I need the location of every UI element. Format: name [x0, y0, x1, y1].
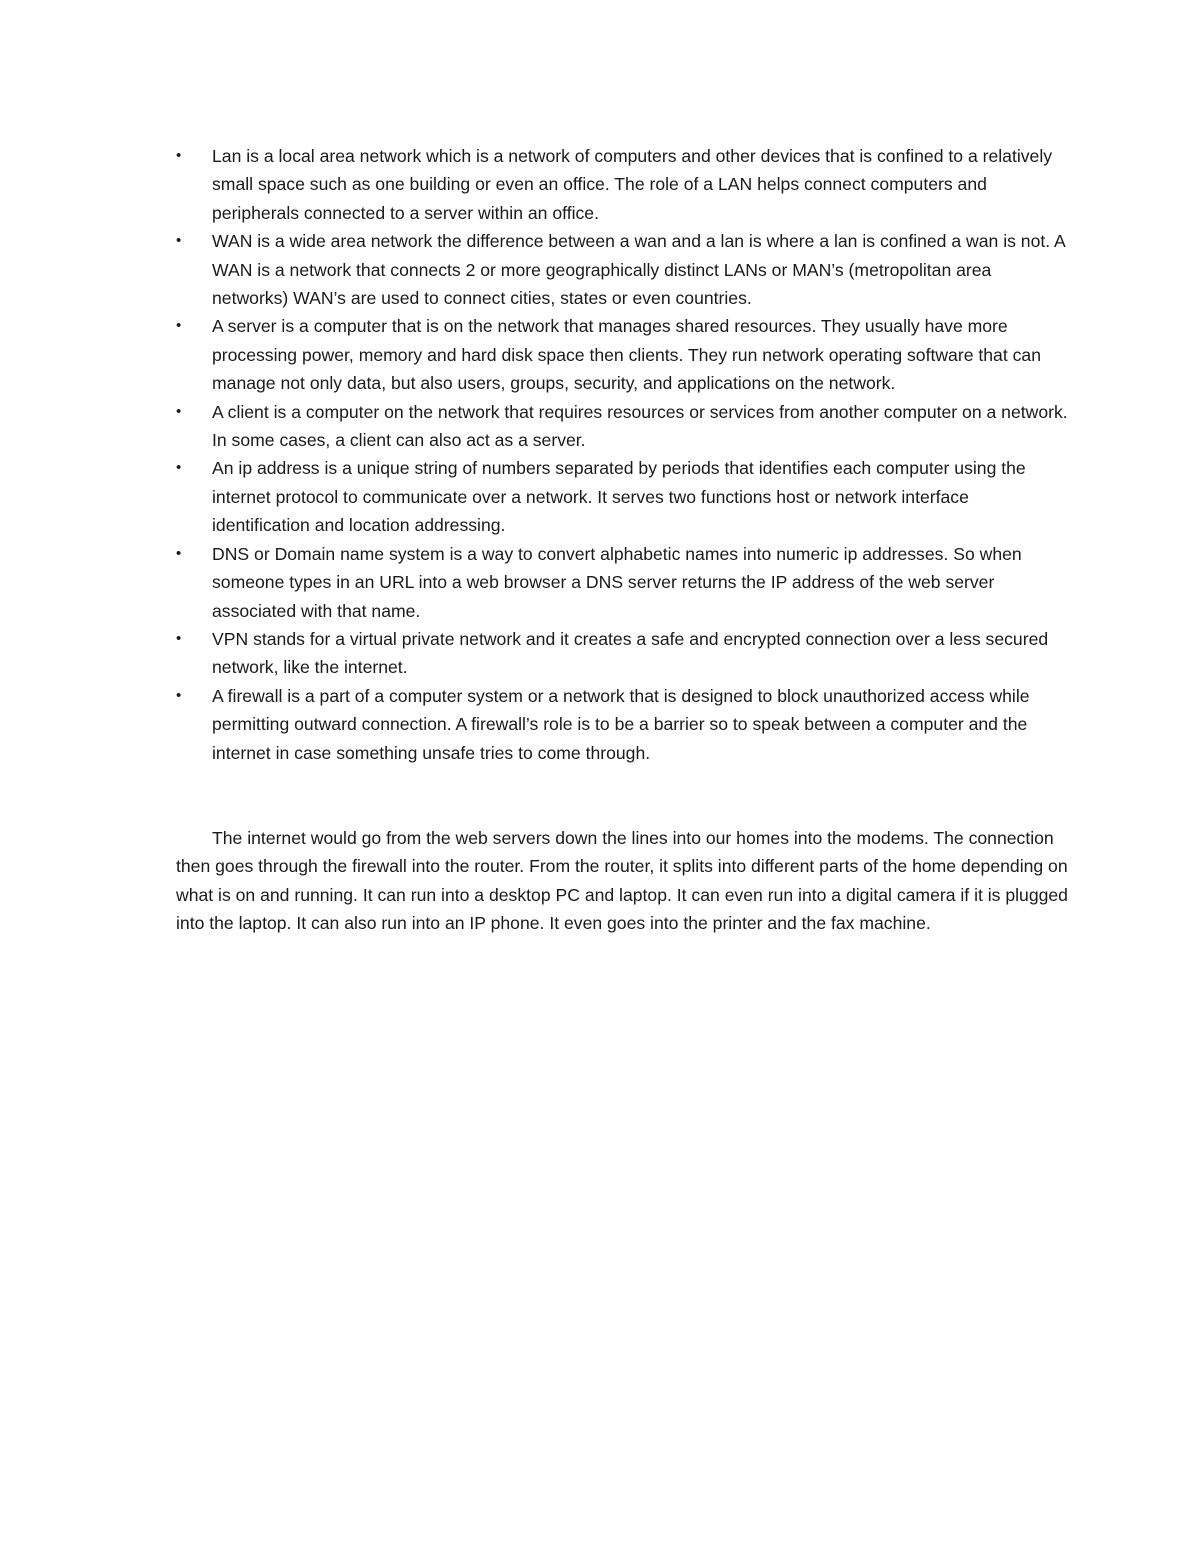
list-item	[176, 682, 1068, 767]
bullet-icon: •	[176, 402, 182, 420]
list-item-text: A firewall is a part of a computer system or a network that is designed to block unauthorized access while permitting outward connection. A firewall’s role is to be a barrier so to speak between a computer and the internet in case something unsafe tries to come through.	[212, 685, 1030, 763]
bullet-icon: •	[176, 459, 182, 477]
definitions-list	[176, 142, 1068, 767]
document-body	[176, 142, 1068, 937]
list-item-text: VPN stands for a virtual private network and it creates a safe and encrypted connection over a less secured network, like the internet.	[212, 628, 1049, 678]
list-item-text: An ip address is a unique string of numbers separated by periods that identifies each computer using the internet protocol to communicate over a network. It serves two functions host or network interface identification and location addressing.	[212, 458, 1026, 536]
list-item	[176, 227, 1068, 312]
bullet-icon: •	[176, 686, 182, 704]
list-item	[176, 540, 1068, 625]
list-item-text: A server is a computer that is on the network that manages shared resources. They usually have more processing power, memory and hard disk space then clients. They run network operating software that can manage not only data, but also users, groups, security, and applications on the network.	[212, 316, 1041, 394]
bullet-icon: •	[176, 629, 182, 647]
list-item	[176, 625, 1068, 682]
bullet-icon: •	[176, 232, 182, 250]
bullet-icon: •	[176, 544, 182, 562]
list-item	[176, 454, 1068, 539]
list-item	[176, 312, 1068, 397]
list-item	[176, 142, 1068, 227]
bullet-icon: •	[176, 147, 182, 164]
list-item-text: A client is a computer on the network that requires resources or services from another computer on a network. In some cases, a client can also act as a server.	[212, 401, 1068, 451]
bullet-icon: •	[176, 317, 182, 335]
list-item-text: DNS or Domain name system is a way to convert alphabetic names into numeric ip addresses. So when someone types in an URL into a web browser a DNS server returns the IP address of the web server associated with that name.	[212, 543, 1022, 621]
list-item-text: WAN is a wide area network the difference between a wan and a lan is where a lan is confined a wan is not. A WAN is a network that connects 2 or more geographically distinct LANs or MAN’s (metropolitan area networks) WAN’s are used to connect cities, states or even countries.	[212, 231, 1065, 309]
summary-paragraph: The internet would go from the web servers down the lines into our homes into the modems. The connection then goes through the firewall into the router. From the router, it splits into different parts of the home depending on what is on and running. It can run into a desktop PC and laptop. It can even run into a digital camera if it is plugged into the laptop. It can also run into an IP phone. It even goes into the printer and the fax machine.	[176, 827, 1068, 933]
list-item-text: Lan is a local area network which is a network of computers and other devices that is confined to a relatively small space such as one building or even an office. The role of a LAN helps connect computers and peripherals connected to a server within an office.	[212, 146, 1053, 223]
list-item	[176, 398, 1068, 455]
